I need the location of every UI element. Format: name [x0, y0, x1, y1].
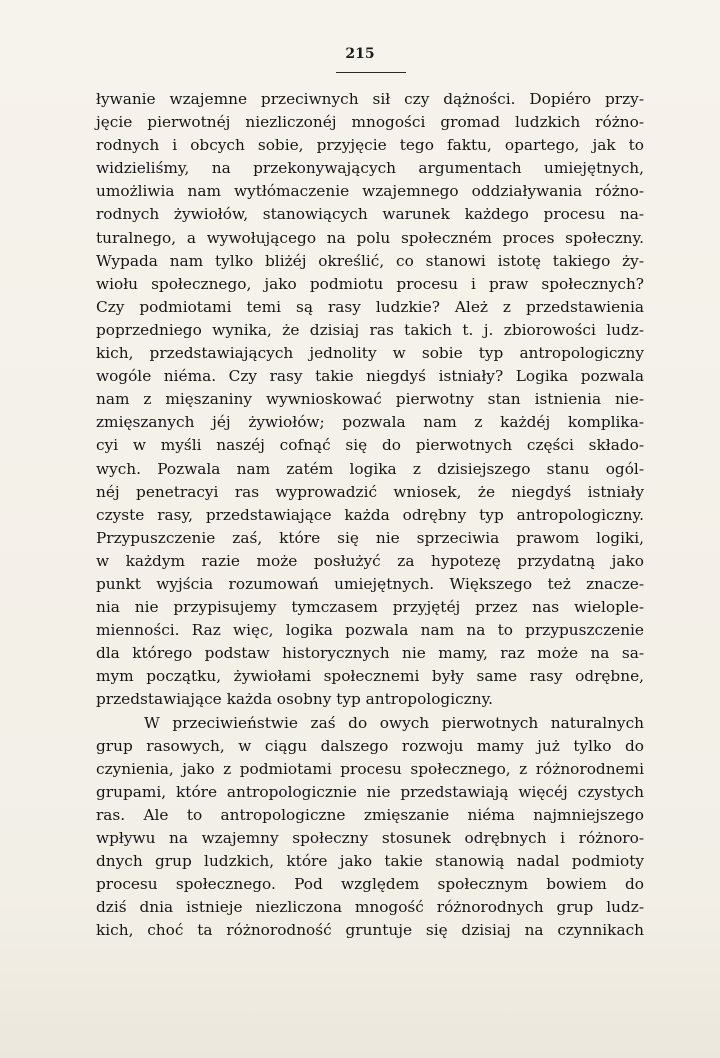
text-line: wogóle niéma. Czy rasy takie niegdyś istniały? Logika pozwala [96, 367, 644, 386]
text-line: cyi w myśli naszéj cofnąć się do pierwotnych części składo- [96, 436, 644, 455]
text-line: wych. Pozwala nam zatém logika z dzisiejszego stanu ogól- [96, 459, 644, 478]
paragraph [96, 88, 644, 712]
text-line: poprzedniego wynika, że dzisiaj ras takich t. j. zbiorowości ludz- [96, 320, 644, 339]
text-line: wpływu na wzajemny społeczny stosunek odrębnych i różnoro- [96, 829, 644, 847]
text-line: rodnych i obcych sobie, przyjęcie tego faktu, opartego, jak to [96, 136, 644, 155]
text-line: Przypuszczenie zaś, które się nie sprzeciwia prawom logiki, [96, 528, 644, 547]
text-line: rodnych żywiołów, stanowiących warunek każdego procesu na- [96, 205, 644, 224]
text-line: kich, przedstawiających jednolity w sobie typ antropologiczny [96, 344, 644, 363]
text-line: widzieliśmy, na przekonywających argumentach umiejętnych, [96, 159, 644, 178]
text-line: turalnego, a wywołującego na polu społeczném proces społeczny. [96, 228, 644, 247]
text-line: mym początku, żywiołami społecznemi były same rasy odrębne, [96, 667, 644, 686]
text-line: kich, choć ta różnorodność gruntuje się dzisiaj na czynnikach [96, 921, 644, 940]
text-line: punkt wyjścia rozumowań umiejętnych. Większego też znacze- [96, 574, 644, 593]
text-line: dla którego podstaw historycznych nie mamy, raz może na sa- [96, 644, 644, 663]
text-line: nam z mięszaniny wywnioskować pierwotny stan istnienia nie- [96, 390, 644, 409]
text-line: przedstawiające każda osobny typ antropologiczny. [96, 690, 494, 709]
paragraph [96, 712, 644, 943]
text-line: zmięszanych jéj żywiołów; pozwala nam z każdéj komplika- [96, 413, 644, 432]
text-line: wiołu społecznego, jako podmiotu procesu i praw społecznych? [96, 274, 644, 293]
text-line: grup rasowych, w ciągu dalszego rozwoju mamy już tylko do [96, 736, 644, 755]
text-line: w każdym razie może posłużyć za hypotezę przydatną jako [96, 551, 644, 570]
text-line: ras. Ale to antropologiczne zmięszanie niéma najmniejszego [96, 805, 644, 824]
text-line: umożliwia nam wytłómaczenie wzajemnego oddziaływania różno- [96, 182, 644, 201]
text-line: W przeciwieństwie zaś do owych pierwotnych naturalnych [144, 713, 644, 732]
body-text [96, 88, 644, 942]
text-line: néj penetracyi ras wyprowadzić wniosek, że niegdyś istniały [96, 482, 644, 501]
text-line: nia nie przypisujemy tymczasem przyjętéj przez nas wielople- [96, 598, 644, 617]
text-line: mienności. Raz więc, logika pozwala nam na to przypuszczenie [96, 621, 644, 640]
text-line: Czy podmiotami temi są rasy ludzkie? Ależ z przedstawienia [96, 297, 644, 316]
header-rule [336, 72, 406, 73]
text-line: Wypada nam tylko bliżéj określić, co stanowi istotę takiego ży- [96, 251, 644, 270]
text-line: ływanie wzajemne przeciwnych sił czy dążności. Dopiéro przy- [96, 90, 644, 108]
text-line: czynienia, jako z podmiotami procesu społecznego, z różnorodnemi [96, 759, 644, 778]
text-line: jęcie pierwotnéj niezliczonéj mnogości gromad ludzkich różno- [96, 113, 644, 132]
page-number: 215 [345, 46, 375, 62]
text-line: dnych grup ludzkich, które jako takie stanowią nadal podmioty [96, 852, 644, 871]
text-line: dziś dnia istnieje niezliczona mnogość różnorodnych grup ludz- [96, 898, 644, 917]
text-line: czyste rasy, przedstawiające każda odrębny typ antropologiczny. [96, 505, 644, 524]
text-line: grupami, które antropologicznie nie przedstawiają więcéj czystych [96, 782, 644, 801]
text-line: procesu społecznego. Pod względem społecznym bowiem do [96, 875, 644, 894]
